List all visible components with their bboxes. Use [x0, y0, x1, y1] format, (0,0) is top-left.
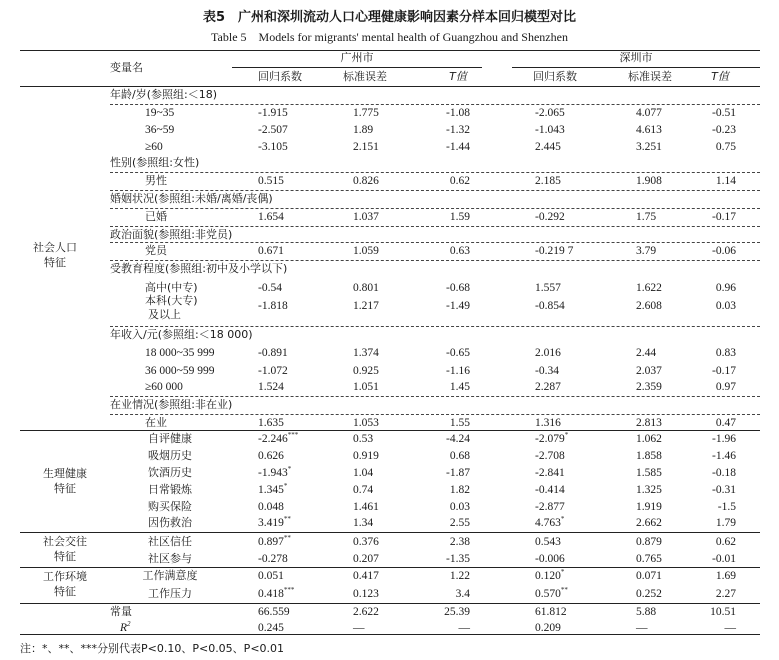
cell-value: 2.55: [449, 517, 470, 529]
cell-value: -0.414: [535, 484, 565, 496]
cell-value: 0.570**: [535, 586, 568, 600]
cell-value: -1.87: [446, 467, 470, 479]
cell-value: 25.39: [444, 606, 470, 618]
cell-value: 1.654: [258, 211, 284, 223]
row-label: 36 000~59 999: [145, 365, 215, 377]
group-physical-2: 特征: [54, 482, 76, 495]
city1-rule: [232, 67, 482, 68]
cell-value: 2.38: [449, 536, 470, 548]
cell-value: 0.801: [353, 282, 379, 294]
cell-value: 1.75: [636, 211, 657, 223]
cell-value: -4.24: [446, 433, 470, 445]
group-work-2: 特征: [54, 585, 76, 598]
var-header: 变量名: [110, 61, 143, 74]
cell-value: 2.287: [535, 381, 561, 393]
cell-value: 66.559: [258, 606, 290, 618]
table-note: 注：*、**、***分别代表P<0.10、P<0.05、P<0.01: [20, 642, 285, 655]
row-label: 18 000~35 999: [145, 347, 215, 359]
cell-value: -1.46: [712, 450, 736, 462]
row-category-label: 性别(参照组:女性): [110, 156, 200, 169]
significance-mark: ***: [283, 586, 295, 595]
cell-value: 1.34: [353, 517, 374, 529]
section-rule: [110, 172, 760, 173]
cell-value: -1.96: [712, 433, 736, 445]
cell-value: 0.417: [353, 570, 379, 582]
cell-value: -0.65: [446, 347, 470, 359]
cell-value: 0.925: [353, 365, 379, 377]
cell-value: -1.49: [446, 300, 470, 312]
section-rule: [110, 414, 760, 415]
cell-value: -2.065: [535, 107, 565, 119]
cell-value: —: [724, 622, 736, 634]
section-rule: [110, 104, 760, 105]
row-category-label: 婚姻状况(参照组:未婚/离婚/丧偶): [110, 192, 273, 205]
section-rule: [110, 396, 760, 397]
cell-value: 1.217: [353, 300, 379, 312]
group-demographic-2: 特征: [44, 256, 66, 269]
row-label: ≥60 000: [145, 381, 183, 393]
cell-value: -0.51: [712, 107, 736, 119]
cell-value: -0.54: [258, 282, 282, 294]
cell-value: 0.68: [449, 450, 470, 462]
cell-value: 1.55: [449, 417, 470, 429]
row-category-label: 年收入/元(参照组:＜18 000): [110, 328, 253, 341]
significance-mark: *: [560, 515, 565, 524]
significance-mark: **: [560, 586, 568, 595]
significance-mark: **: [283, 534, 291, 543]
table-title: 表5 广州和深圳流动人口心理健康影响因素分样本回归模型对比: [202, 10, 577, 25]
significance-mark: *: [560, 568, 565, 577]
section-rule: [110, 260, 760, 261]
significance-mark: **: [283, 515, 291, 524]
cell-value: -1.5: [717, 501, 736, 513]
cell-value: -0.292: [535, 211, 565, 223]
cell-value: 3.79: [636, 245, 657, 257]
row-label: 36~59: [145, 124, 175, 136]
cell-value: 1.635: [258, 417, 284, 429]
cell-value: 0.53: [353, 433, 374, 445]
cell-value: 1.14: [715, 175, 736, 187]
cell-value: 0.671: [258, 245, 284, 257]
cell-value: 1.316: [535, 417, 561, 429]
cell-value: 0.897**: [258, 534, 291, 548]
cell-value: 0.626: [258, 450, 284, 462]
city2-rule: [512, 67, 760, 68]
cell-value: 1.345*: [258, 482, 288, 496]
sz-t-header: T值: [711, 70, 729, 83]
cell-value: —: [636, 622, 648, 634]
cell-value: -0.854: [535, 300, 565, 312]
bottom-rule: [20, 634, 760, 635]
sz-se-header: 标准误差: [628, 70, 672, 83]
cell-value: 0.051: [258, 570, 284, 582]
cell-value: 2.813: [636, 417, 662, 429]
cell-value: -2.079*: [535, 431, 569, 445]
table-subtitle: Table 5 Models for migrants' mental health of Guangzhou and Shenzhen: [211, 30, 568, 44]
cell-value: 0.97: [715, 381, 736, 393]
group-social: 社会交往: [43, 535, 87, 548]
cell-value: 4.763*: [535, 515, 565, 529]
cell-value: 1.45: [449, 381, 470, 393]
cell-value: 0.515: [258, 175, 284, 187]
gz-se-header: 标准误差: [343, 70, 387, 83]
row-label: 因伤救治: [148, 516, 192, 529]
cell-value: -0.891: [258, 347, 288, 359]
significance-mark: *: [287, 465, 292, 474]
cell-value: 0.03: [449, 501, 470, 513]
group-work: 工作环境: [43, 570, 87, 583]
significance-mark: *: [564, 431, 569, 440]
row-label: 党员: [145, 244, 167, 257]
cell-value: 1.585: [636, 467, 662, 479]
row-label: 已婚: [145, 210, 167, 223]
section-rule: [110, 208, 760, 209]
row-label: 社区信任: [148, 535, 192, 548]
row-label: 工作压力: [148, 587, 192, 600]
cell-value: 2.662: [636, 517, 662, 529]
cell-value: 1.89: [353, 124, 374, 136]
row-label: 常量: [110, 605, 132, 618]
cell-value: 2.185: [535, 175, 561, 187]
cell-value: 2.037: [636, 365, 662, 377]
cell-value: 61.812: [535, 606, 567, 618]
row-category-label: 受教育程度(参照组:初中及小学以下): [110, 262, 288, 275]
cell-value: 2.44: [636, 347, 657, 359]
cell-value: 1.69: [715, 570, 736, 582]
cell-value: 0.63: [449, 245, 470, 257]
section-rule: [20, 567, 760, 568]
cell-value: 0.765: [636, 553, 662, 565]
cell-value: 1.79: [715, 517, 736, 529]
cell-value: 0.120*: [535, 568, 565, 582]
section-rule: [20, 532, 760, 533]
cell-value: 1.062: [636, 433, 662, 445]
cell-value: -0.06: [712, 245, 736, 257]
cell-value: 1.053: [353, 417, 379, 429]
cell-value: -2.841: [535, 467, 565, 479]
cell-value: 1.04: [353, 467, 374, 479]
cell-value: 0.071: [636, 570, 662, 582]
cell-value: 10.51: [710, 606, 736, 618]
cell-value: 1.775: [353, 107, 379, 119]
cell-value: 0.376: [353, 536, 379, 548]
cell-value: -0.219 7: [535, 245, 574, 257]
section-rule: [110, 326, 760, 327]
cell-value: 2.359: [636, 381, 662, 393]
cell-value: 4.613: [636, 124, 662, 136]
cell-value: 1.82: [449, 484, 470, 496]
section-rule: [110, 226, 760, 227]
significance-mark: *: [283, 482, 288, 491]
cell-value: -2.246***: [258, 431, 299, 445]
cell-value: -1.35: [446, 553, 470, 565]
row-category-label: 年龄/岁(参照组:＜18): [110, 88, 217, 101]
row-label: 工作满意度: [142, 569, 198, 582]
cell-value: -1.043: [535, 124, 565, 136]
cell-value: 5.88: [636, 606, 657, 618]
cell-value: 1.908: [636, 175, 662, 187]
section-rule: [110, 242, 760, 243]
cell-value: 0.83: [715, 347, 736, 359]
cell-value: —: [458, 622, 470, 634]
cell-value: -0.17: [712, 365, 736, 377]
cell-value: -0.23: [712, 124, 736, 136]
cell-value: -1.08: [446, 107, 470, 119]
cell-value: 1.622: [636, 282, 662, 294]
cell-value: 1.461: [353, 501, 379, 513]
cell-value: -0.278: [258, 553, 288, 565]
row-label: 日常锻炼: [148, 483, 192, 496]
cell-value: 2.016: [535, 347, 561, 359]
row-label: 社区参与: [148, 552, 192, 565]
cell-value: -0.31: [712, 484, 736, 496]
row-label: 购买保险: [148, 500, 192, 513]
cell-value: -1.16: [446, 365, 470, 377]
cell-value: -2.708: [535, 450, 565, 462]
cell-value: 0.123: [353, 588, 379, 600]
city2-header: 深圳市: [619, 51, 653, 64]
cell-value: 1.374: [353, 347, 379, 359]
row-label: 饮酒历史: [148, 466, 192, 479]
cell-value: 0.826: [353, 175, 379, 187]
cell-value: 0.418***: [258, 586, 295, 600]
row-label: 自评健康: [148, 432, 192, 445]
sz-coef-header: 回归系数: [533, 70, 577, 83]
cell-value: 2.608: [636, 300, 662, 312]
cell-value: 2.622: [353, 606, 379, 618]
cell-value: 2.151: [353, 141, 379, 153]
cell-value: —: [353, 622, 365, 634]
row-label: $R^2$: [120, 620, 131, 634]
cell-value: -0.18: [712, 467, 736, 479]
section-rule: [20, 603, 760, 604]
cell-value: 0.74: [353, 484, 374, 496]
cell-value: 4.077: [636, 107, 662, 119]
section-rule: [110, 190, 760, 191]
cell-value: 0.048: [258, 501, 284, 513]
cell-value: 0.03: [715, 300, 736, 312]
cell-value: -1.32: [446, 124, 470, 136]
cell-value: 1.59: [449, 211, 470, 223]
group-social-2: 特征: [54, 550, 76, 563]
row-category-label: 在业情况(参照组:非在业): [110, 398, 233, 411]
cell-value: -2.507: [258, 124, 288, 136]
cell-value: 0.919: [353, 450, 379, 462]
cell-value: -1.072: [258, 365, 288, 377]
header-rule: [20, 86, 760, 87]
cell-value: 1.037: [353, 211, 379, 223]
cell-value: -2.877: [535, 501, 565, 513]
group-demographic: 社会人口: [33, 241, 77, 254]
cell-value: 2.445: [535, 141, 561, 153]
row-label: 吸烟历史: [148, 449, 192, 462]
cell-value: 1.059: [353, 245, 379, 257]
row-label: 本科(大专): [145, 294, 198, 307]
cell-value: 0.245: [258, 622, 284, 634]
group-physical: 生理健康: [43, 467, 87, 480]
cell-value: 1.919: [636, 501, 662, 513]
significance-mark: ***: [287, 431, 299, 440]
row-label: ≥60: [145, 141, 163, 153]
cell-value: 0.207: [353, 553, 379, 565]
cell-value: -1.915: [258, 107, 288, 119]
cell-value: -0.01: [712, 553, 736, 565]
cell-value: -0.006: [535, 553, 565, 565]
row-label: 19~35: [145, 107, 175, 119]
row-category-label: 政治面貌(参照组:非党员): [110, 228, 233, 241]
row-label-line2: 及以上: [148, 308, 181, 321]
section-rule: [20, 430, 760, 431]
cell-value: 0.209: [535, 622, 561, 634]
cell-value: 0.62: [449, 175, 470, 187]
city1-header: 广州市: [340, 51, 374, 64]
cell-value: 1.557: [535, 282, 561, 294]
cell-value: 0.47: [715, 417, 736, 429]
cell-value: 3.4: [455, 588, 470, 600]
cell-value: 0.62: [715, 536, 736, 548]
cell-value: -1.943*: [258, 465, 292, 479]
cell-value: 0.96: [715, 282, 736, 294]
cell-value: 0.252: [636, 588, 662, 600]
gz-coef-header: 回归系数: [258, 70, 302, 83]
cell-value: 0.75: [715, 141, 736, 153]
cell-value: -3.105: [258, 141, 288, 153]
cell-value: 0.879: [636, 536, 662, 548]
cell-value: -1.44: [446, 141, 470, 153]
cell-value: 3.251: [636, 141, 662, 153]
row-label: 在业: [145, 416, 167, 429]
cell-value: 1.22: [449, 570, 470, 582]
cell-value: -0.68: [446, 282, 470, 294]
cell-value: 2.27: [715, 588, 736, 600]
cell-value: -1.818: [258, 300, 288, 312]
cell-value: 1.524: [258, 381, 284, 393]
cell-value: -0.17: [712, 211, 736, 223]
row-label: 男性: [145, 174, 167, 187]
cell-value: -0.34: [535, 365, 559, 377]
gz-t-header: T值: [449, 70, 467, 83]
cell-value: 0.543: [535, 536, 561, 548]
cell-value: 1.325: [636, 484, 662, 496]
cell-value: 1.051: [353, 381, 379, 393]
cell-value: 1.858: [636, 450, 662, 462]
cell-value: 3.419**: [258, 515, 291, 529]
row-label: 高中(中专): [145, 281, 198, 294]
